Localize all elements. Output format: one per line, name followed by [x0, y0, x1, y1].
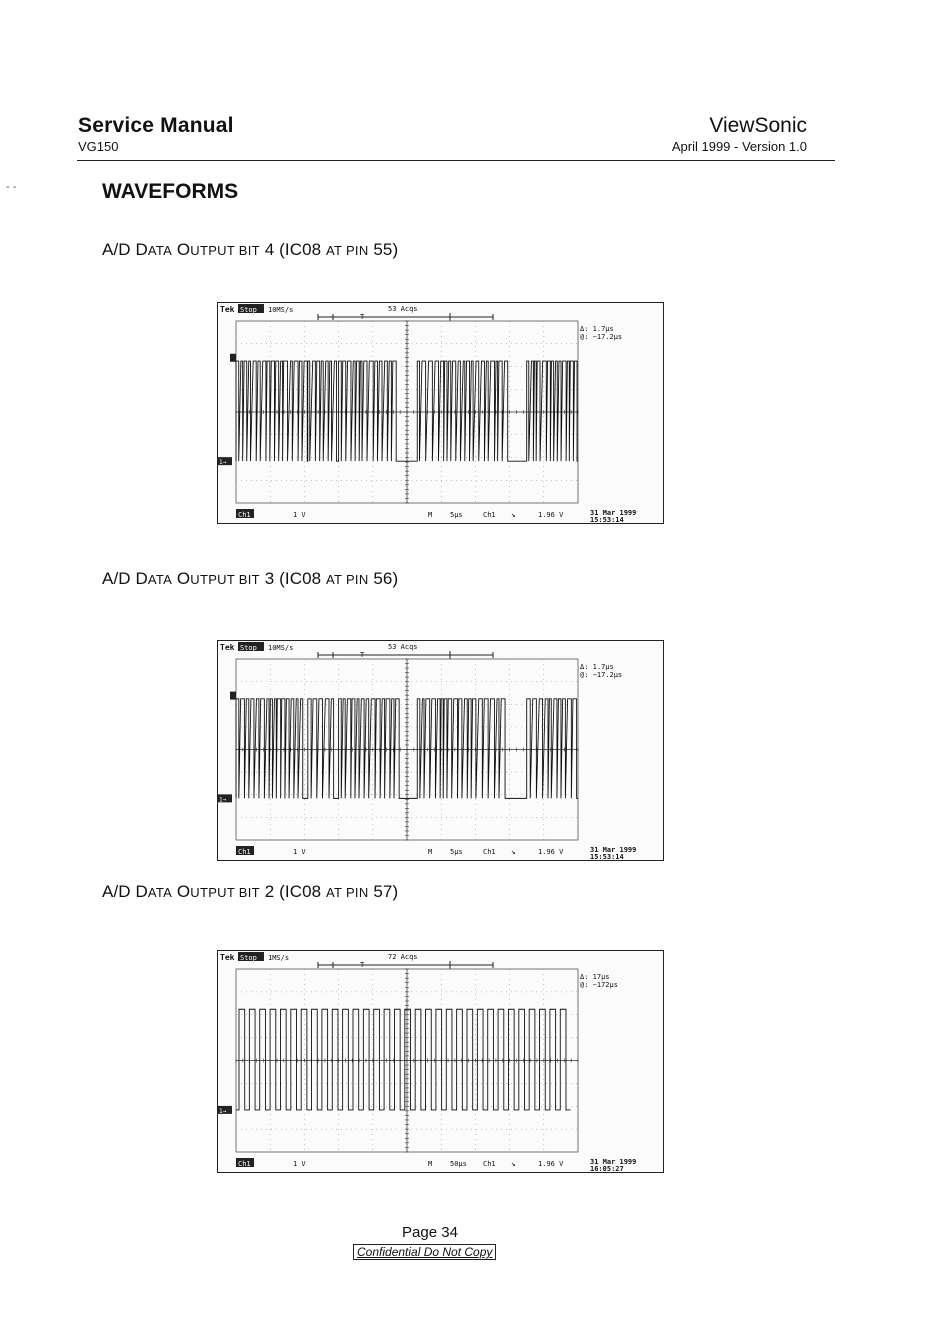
channel-box-label: Ch1 — [238, 511, 251, 519]
caption-part: A/D D — [102, 882, 148, 901]
oscilloscope-capture-2 — [217, 640, 664, 861]
doc-model: VG150 — [78, 139, 119, 154]
figure-caption-3 — [102, 882, 398, 902]
oscilloscope-capture-1 — [217, 302, 664, 524]
caption-part: AT PIN — [326, 572, 369, 587]
capture-date: 31 Mar 1999 — [590, 1158, 637, 1166]
scan-mark: - - — [6, 181, 17, 193]
timebase-value: 5µs — [450, 511, 463, 519]
cursor-position-readout: @: −17.2µs — [580, 333, 623, 341]
cursor-delta-readout: Δ: 1.7µs — [580, 325, 614, 333]
trigger-level-marker — [230, 354, 236, 362]
brand-name: ViewSonic — [709, 114, 807, 137]
timebase-value: 50µs — [450, 1160, 467, 1168]
trigger-level: 1.96 V — [538, 511, 564, 519]
caption-part: 56) — [368, 569, 399, 588]
main-timebase-label: M — [428, 1160, 433, 1168]
tek-label: Tek — [220, 305, 235, 314]
sample-rate: 10MS/s — [268, 644, 294, 652]
volts-per-div: 1 V — [293, 1160, 306, 1168]
trigger-level: 1.96 V — [538, 1160, 564, 1168]
capture-date: 31 Mar 1999 — [590, 846, 637, 854]
confidential-stamp: Confidential Do Not Copy — [353, 1244, 496, 1260]
caption-part: 55) — [368, 240, 399, 259]
channel-box-label: Ch1 — [238, 848, 251, 856]
timebase-value: 5µs — [450, 848, 463, 856]
cursor-position-readout: @: −172µs — [580, 981, 618, 989]
main-timebase-label: M — [428, 511, 433, 519]
caption-part: ATA — [147, 885, 173, 900]
figure-caption-2 — [102, 569, 398, 589]
caption-part: AT PIN — [326, 243, 369, 258]
trigger-slope-icon: ↘ — [511, 847, 516, 856]
capture-time: 15:53:14 — [590, 853, 624, 860]
cursor-delta-readout: Δ: 17µs — [580, 973, 610, 981]
tek-label: Tek — [220, 643, 235, 652]
trigger-level-marker — [230, 692, 236, 700]
capture-date: 31 Mar 1999 — [590, 509, 637, 517]
caption-part: 4 (IC08 — [259, 240, 327, 259]
capture-time: 16:05:27 — [590, 1165, 624, 1172]
trigger-slope-icon: ↘ — [511, 510, 516, 519]
scope-screen — [218, 303, 663, 523]
channel-ground-label: 1→ — [219, 796, 227, 804]
caption-part: O — [172, 882, 191, 901]
stop-label: Stop — [240, 306, 257, 314]
cursor-delta-readout: Δ: 1.7µs — [580, 663, 614, 671]
main-timebase-label: M — [428, 848, 433, 856]
header-left — [78, 114, 234, 154]
caption-part: ATA — [147, 572, 173, 587]
channel-ground-label: 1→ — [219, 459, 227, 467]
caption-part: A/D D — [102, 569, 148, 588]
tek-label: Tek — [220, 953, 235, 962]
trigger-position-marker: T — [360, 961, 365, 969]
trigger-source: Ch1 — [483, 511, 496, 519]
oscilloscope-capture-3 — [217, 950, 664, 1173]
graticule — [236, 969, 578, 1152]
doc-title: Service Manual — [78, 114, 234, 137]
cursor-position-readout: @: −17.2µs — [580, 671, 623, 679]
caption-part: 2 (IC08 — [259, 882, 327, 901]
caption-part: A/D D — [102, 240, 148, 259]
capture-time: 15:53:14 — [590, 516, 624, 523]
acquisition-count: 72 Acqs — [388, 953, 418, 961]
caption-part: UTPUT BIT — [190, 885, 260, 900]
waveform-trace — [236, 1009, 571, 1110]
channel-box-label: Ch1 — [238, 1160, 251, 1168]
volts-per-div: 1 V — [293, 511, 306, 519]
scope-screen — [218, 641, 663, 860]
doc-version: April 1999 - Version 1.0 — [671, 139, 807, 154]
trigger-level: 1.96 V — [538, 848, 564, 856]
acquisition-count: 53 Acqs — [388, 305, 418, 313]
acquisition-count: 53 Acqs — [388, 643, 418, 651]
caption-part: UTPUT BIT — [190, 243, 260, 258]
volts-per-div: 1 V — [293, 848, 306, 856]
trigger-position-marker: T — [360, 651, 365, 659]
channel-ground-label: 1→ — [219, 1107, 227, 1115]
section-title: WAVEFORMS — [102, 180, 239, 203]
trigger-source: Ch1 — [483, 1160, 496, 1168]
scope-screen — [218, 951, 663, 1172]
header-rule — [77, 160, 835, 161]
sample-rate: 1MS/s — [268, 954, 290, 962]
caption-part: 57) — [368, 882, 399, 901]
stop-label: Stop — [240, 644, 257, 652]
caption-part: UTPUT BIT — [190, 572, 260, 587]
caption-part: AT PIN — [326, 885, 369, 900]
stop-label: Stop — [240, 954, 257, 962]
caption-part: O — [172, 569, 191, 588]
sample-rate: 10MS/s — [268, 306, 294, 314]
caption-part: 3 (IC08 — [259, 569, 327, 588]
trigger-source: Ch1 — [483, 848, 496, 856]
figure-caption-1 — [102, 240, 398, 260]
page-number: Page 34 — [402, 1224, 458, 1241]
caption-part: O — [172, 240, 191, 259]
caption-part: ATA — [147, 243, 173, 258]
header-right — [672, 114, 807, 154]
trigger-position-marker: T — [360, 313, 365, 321]
trigger-slope-icon: ↘ — [511, 1159, 516, 1168]
